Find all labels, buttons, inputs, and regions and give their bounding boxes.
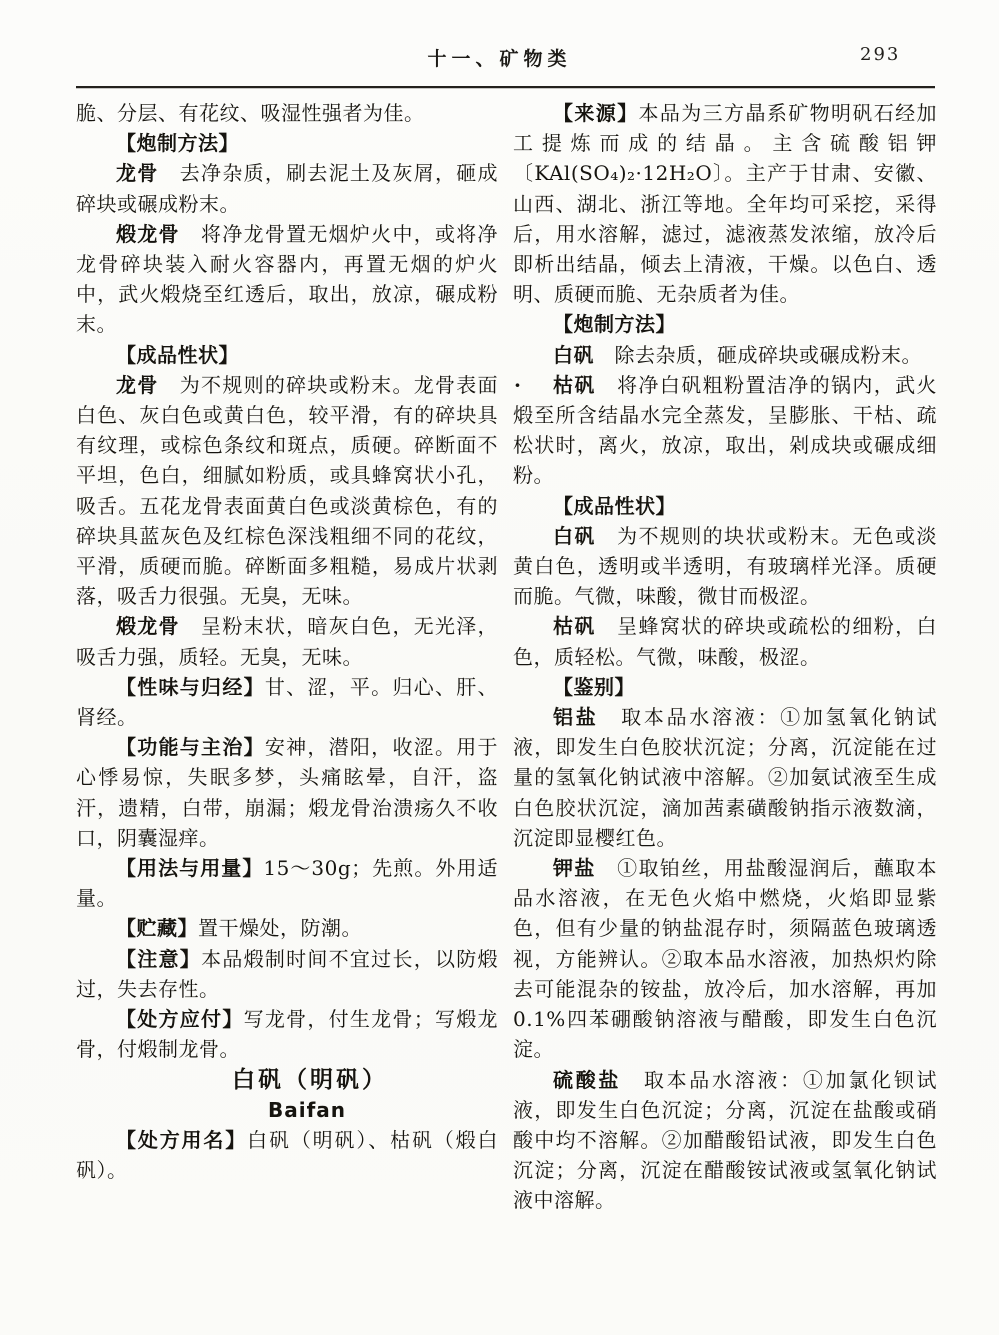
- paragraph-body: 15～30g；先煎。外用适量。: [76, 856, 499, 911]
- section-pinyin-baifan: Baifan: [267, 1097, 347, 1122]
- para-kufan-description: [513, 611, 937, 671]
- paragraph-body: 置干燥处，防潮。: [198, 916, 362, 941]
- paragraph-head: 【功能与主治】: [116, 735, 265, 760]
- para-aluminum-salt-test: [513, 702, 937, 853]
- para-source: [513, 98, 937, 309]
- paragraph-body: 写龙骨，付生龙骨；写煅龙骨，付煅制龙骨。: [76, 1007, 499, 1062]
- chapter-header: 十一、矿物类: [427, 48, 572, 70]
- para-sulfate-test: [513, 1065, 937, 1216]
- para-usage-dosage: [76, 853, 498, 913]
- page-number: 293: [860, 44, 901, 65]
- paragraph-body: 脆、分层、有花纹、吸湿性强者为佳。: [76, 101, 425, 125]
- para-prescription-names: [76, 1125, 498, 1185]
- para-baifan-processing: [513, 340, 937, 370]
- paragraph-head: 白矾: [553, 342, 594, 367]
- paragraph-body: ①取铂丝，用盐酸湿润后，蘸取本品水溶液，在无色火焰中燃烧，火焰即显紫色，但有少量的钠盐混存时，须隔蓝色玻璃透视，方能辨认。②取本品水溶液，加热炽灼除去可能混杂的铵盐，放冷后，加水溶解，再加0.1%四苯硼酸钠溶液与醋酸，即发生白色沉淀。: [513, 856, 938, 1062]
- paragraph-body: 甘、涩，平。归心、肝、肾经。: [76, 674, 499, 730]
- paragraph-body: 为不规则的块状或粉末。无色或淡黄白色，透明或半透明，有玻璃样光泽。质硬而脆。气微，味酸，微甘而极涩。: [513, 523, 938, 609]
- paragraph-body: 本品为三方晶系矿物明矾石经加工提炼而成的结晶。主含硫酸铝钾〔KAl(SO₄)₂·12H₂O〕。主产于甘肃、安徽、山西、湖北、浙江等地。全年均可采挖，采得后，用水溶解，滤过，滤液蒸发浓缩，放冷后即析出结晶，倾去上清液，干燥。以色白、透明、质硬而脆、无杂质者为佳。: [513, 101, 938, 307]
- para-taste-meridian: [76, 672, 498, 732]
- para-duan-longgu-description: [76, 611, 498, 671]
- para-longgu-description: [76, 370, 498, 612]
- paragraph-body: 将净龙骨置无烟炉火中，或将净龙骨碎块装入耐火容器内，再置无烟的炉火中，武火煅烧至红透后，取出，放凉，碾成粉末。: [76, 221, 499, 337]
- para-kufan-processing: [513, 370, 937, 491]
- para-longgu-processing: [76, 158, 498, 218]
- continuation-text: [76, 98, 498, 128]
- section-title-baifan: 白矾（明矾）: [232, 1066, 388, 1093]
- paragraph-head: 【炮制方法】: [553, 312, 676, 337]
- para-caution: [76, 944, 498, 1004]
- paragraph-head: 煅龙骨: [116, 614, 180, 639]
- paragraph-body: 安神，潜阳，收涩。用于心悸易惊，失眠多梦，头痛眩晕，自汗，盗汗，遗精，白带，崩漏；煅龙骨治溃疡久不收口，阴囊湿痒。: [76, 735, 499, 850]
- paragraph-head: 枯矾: [553, 614, 596, 639]
- paragraph-head: 铝盐: [553, 705, 599, 730]
- paragraph-body: 取本品水溶液：①加氯化钡试液，即发生白色沉淀；分离，沉淀在盐酸或硝酸中均不溶解。②加醋酸铅试液，即发生白色沉淀；分离，沉淀在醋酸铵试液或氢氧化钠试液中溶解。: [513, 1067, 937, 1213]
- heading-product-properties: [513, 491, 937, 521]
- para-duan-longgu-processing: [76, 219, 498, 340]
- paragraph-body: 呈蜂窝状的碎块或疏松的细粉，白色，质轻松。气微，味酸，极涩。: [513, 614, 938, 669]
- margin-dot: ·: [514, 372, 522, 397]
- paragraph-head: 硫酸盐: [553, 1067, 622, 1092]
- right-column: [513, 98, 937, 1216]
- left-column: [76, 98, 498, 1216]
- paragraph-body: 为不规则的碎块或粉末。龙骨表面白色、灰白色或黄白色，较平滑，有的碎块具有纹理，或棕色条纹和斑点，质硬。碎断面不平坦，色白，细腻如粉质，或具蜂窝状小孔，吸舌。五花龙骨表面黄白色或淡黄棕色，有的碎块具蓝灰色及红棕色深浅粗细不同的花纹，平滑，质硬而脆。碎断面多粗糙，易成片状剥落，吸舌力很强。无臭，无味。: [76, 372, 499, 609]
- paragraph-head: 枯矾: [553, 372, 596, 397]
- paragraph-head: 【鉴别】: [553, 674, 635, 699]
- paragraph-head: 龙骨: [116, 161, 159, 186]
- paragraph-body: 去净杂质，刷去泥土及灰屑，砸成碎块或碾成粉末。: [76, 161, 499, 216]
- paragraph-head: 【来源】: [553, 101, 639, 125]
- para-baifan-description: [513, 521, 937, 612]
- paragraph-body: 呈粉末状，暗灰白色，无光泽，吸舌力强，质轻。无臭，无味。: [76, 614, 499, 669]
- header-divider: [76, 86, 935, 88]
- paragraph-head: 【处方用名】: [116, 1127, 248, 1152]
- para-storage: [76, 913, 498, 943]
- paragraph-head: 龙骨: [116, 372, 159, 397]
- para-potassium-salt-test: [513, 853, 937, 1064]
- paragraph-head: 【注意】: [116, 946, 202, 971]
- paragraph-head: 白矾: [553, 523, 596, 548]
- paragraph-body: 除去杂质，砸成碎块或碾成粉末。: [594, 342, 922, 367]
- heading-identification: [513, 672, 937, 702]
- paragraph-head: 【用法与用量】: [116, 856, 264, 881]
- para-prescription-dispensing: [76, 1004, 498, 1064]
- heading-product-properties: [76, 340, 498, 370]
- paragraph-head: 【性味与归经】: [116, 674, 265, 699]
- heading-paozhi-method: [76, 128, 498, 158]
- paragraph-body: 白矾（明矾）、枯矾（煅白矾）。: [76, 1127, 499, 1183]
- paragraph-head: 钾盐: [553, 856, 596, 881]
- paragraph-head: 【贮藏】: [116, 916, 198, 941]
- paragraph-body: 本品煅制时间不宜过长，以防煅过，失去存性。: [76, 946, 499, 1001]
- text-columns: [76, 98, 937, 1216]
- paragraph-head: 煅龙骨: [116, 221, 180, 246]
- paragraph-head: 【炮制方法】: [116, 131, 239, 156]
- para-function-indication: [76, 732, 498, 853]
- paragraph-body: 取本品水溶液：①加氢氧化钠试液，即发生白色胶状沉淀；分离，沉淀能在过量的氢氧化钠试液中溶解。②加氨试液至生成白色胶状沉淀，滴加茜素磺酸钠指示液数滴，沉淀即显樱红色。: [513, 705, 937, 850]
- heading-paozhi-method: [513, 309, 937, 339]
- paragraph-body: 将净白矾粗粉置洁净的锅内，武火煅至所含结晶水完全蒸发，呈膨胀、干枯、疏松状时，离火，放凉，取出，剁成块或碾成细粉。: [513, 372, 938, 488]
- paragraph-head: 【成品性状】: [116, 342, 239, 367]
- paragraph-head: 【处方应付】: [116, 1007, 244, 1032]
- paragraph-head: 【成品性状】: [553, 493, 676, 518]
